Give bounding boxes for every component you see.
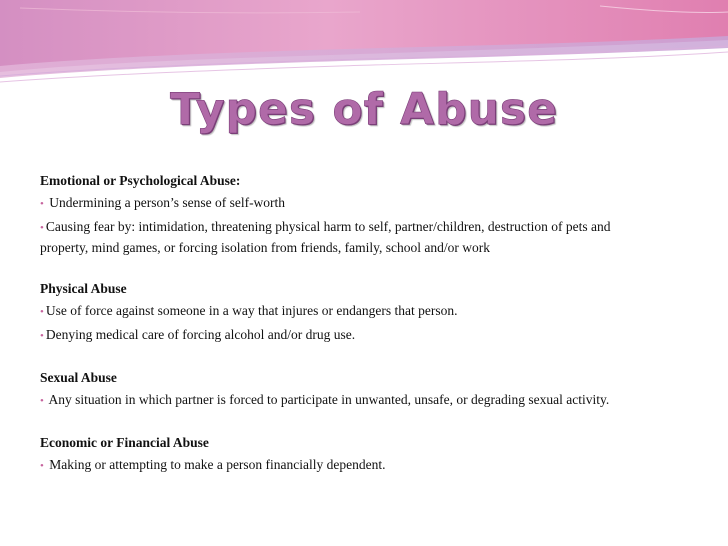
bullet-icon: •: [40, 330, 44, 342]
list-item-text: Making or attempting to make a person financially dependent.: [45, 457, 386, 472]
list-item: [40, 193, 650, 214]
bullet-icon: •: [40, 222, 44, 234]
list-item-text: Denying medical care of forcing alcohol and/or drug use.: [45, 327, 356, 342]
section-heading: Physical Abuse: [40, 281, 127, 296]
slide-content: [40, 171, 650, 498]
bullet-icon: •: [40, 395, 44, 407]
bullet-icon: •: [40, 306, 44, 318]
section-sexual-abuse: [40, 368, 650, 411]
section-heading: Emotional or Psychological Abuse:: [40, 173, 241, 188]
section-economic-abuse: [40, 433, 650, 476]
list-item-text: Any situation in which partner is forced to participate in unwanted, unsafe, or degrading sexual activity.: [45, 392, 610, 407]
slide-title: Types of Abuse: [170, 84, 558, 135]
section-physical-abuse: [40, 279, 650, 346]
section-heading: Sexual Abuse: [40, 370, 117, 385]
list-item: [40, 217, 650, 257]
list-item-text: Causing fear by: intimidation, threatening physical harm to self, partner/children, destruction of pets and property, mind games, or forcing isolation from friends, family, school and/or work: [40, 219, 611, 255]
list-item-text: Use of force against someone in a way that injures or endangers that person.: [45, 303, 458, 318]
list-item: [40, 390, 650, 411]
section-emotional-abuse: [40, 171, 650, 257]
bullet-icon: •: [40, 460, 44, 472]
bullet-icon: •: [40, 198, 44, 210]
list-item: [40, 455, 650, 476]
list-item: [40, 301, 650, 322]
decorative-header-wave: [0, 0, 728, 95]
section-heading: Economic or Financial Abuse: [40, 435, 209, 450]
list-item-text: Undermining a person’s sense of self-worth: [45, 195, 286, 210]
list-item: [40, 325, 650, 346]
